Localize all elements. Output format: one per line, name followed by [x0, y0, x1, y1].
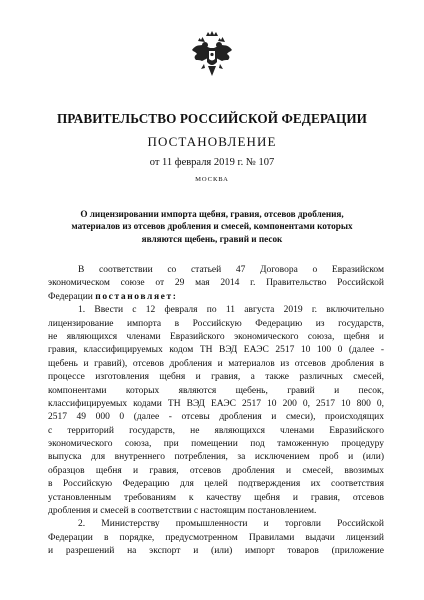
coat-of-arms-eagle-icon: [190, 30, 234, 82]
paragraph-1-line: дробления и смесей в соответствии с настоящим постановлением.: [48, 506, 317, 517]
preamble-verb: постановляет:: [95, 291, 178, 302]
paragraph-1-line: в Российскую Федерацию для целей подтверждения их соответствия: [48, 479, 384, 490]
paragraph-1-line: 1. Ввести с 12 февраля по 11 августа 2019 г. включительно: [78, 305, 384, 316]
paragraph-1-line: лицензирование импорта в Российскую Федерацию из государств,: [48, 318, 384, 329]
document-body: [48, 264, 384, 559]
paragraph-1-line: процессе изготовления щебня и гравия, а также различных смесей,: [48, 372, 384, 383]
city: МОСКВА: [195, 176, 229, 183]
paragraph-1-line: установленным требованиям к качеству щебня и гравия, отсевов: [48, 492, 384, 503]
subject-line: являются щебень, гравий и песок: [141, 233, 283, 244]
preamble-line: Федерации постановляет:: [48, 291, 178, 302]
preamble-line: В соответствии со статьей 47 Договора о Евразийском: [78, 265, 384, 275]
paragraph-1-line: классифицируемых кодами ТН ВЭД ЕАЭС 2517 10 200 0, 2517 10 800 0,: [48, 398, 384, 409]
paragraph-1-line: не являющихся членами Евразийского экономического союза, щебня и: [48, 331, 384, 342]
date-and-number: от 11 февраля 2019 г. № 107: [149, 157, 275, 168]
document-subject: [60, 208, 364, 245]
paragraph-1-line: 2517 49 000 0 (далее - отсевы дробления и смеси), происходящих: [48, 412, 384, 423]
paragraph-1-line: щебень и гравий), отсевов дробления и материалов из отсевов дробления в: [48, 358, 384, 369]
paragraph-2-line: 2. Министерству промышленности и торговли Российской: [78, 519, 384, 530]
paragraph-1-line: компонентами которых являются щебень, гравий и песок,: [48, 385, 384, 396]
paragraph-2-line: Федерации в порядке, предусмотренном Правилами выдачи лицензий: [48, 532, 384, 543]
paragraph-1-line: образцов щебня и гравия, отсевов дробления и смесей, ввозимых: [48, 465, 384, 476]
paragraph-1-line: гравия, классифицируемых кодом ТН ВЭД ЕАЭС 2517 10 100 0 (далее -: [48, 345, 384, 356]
government-title: ПРАВИТЕЛЬСТВО РОССИЙСКОЙ ФЕДЕРАЦИИ: [56, 111, 368, 126]
document-type: ПОСТАНОВЛЕНИЕ: [147, 134, 277, 149]
subject-line: материалов из отсевов дробления и смесей, компонентами которых: [71, 221, 353, 232]
paragraph-1-line: с территорий государств, не являющихся членами Евразийского: [48, 425, 384, 436]
paragraph-2-line: и разрешений на экспорт и (или) импорт товаров (приложение: [48, 546, 384, 557]
paragraph-1-line: выпуска для внутреннего потребления, за исключением проб и (или): [48, 452, 384, 463]
preamble-line: экономическом союзе от 29 мая 2014 г. Правительство Российской: [48, 278, 384, 289]
subject-line: О лицензировании импорта щебня, гравия, отсевов дробления,: [80, 209, 344, 219]
paragraph-1-line: экономического союза, при помещении под таможенную процедуру: [48, 439, 384, 450]
